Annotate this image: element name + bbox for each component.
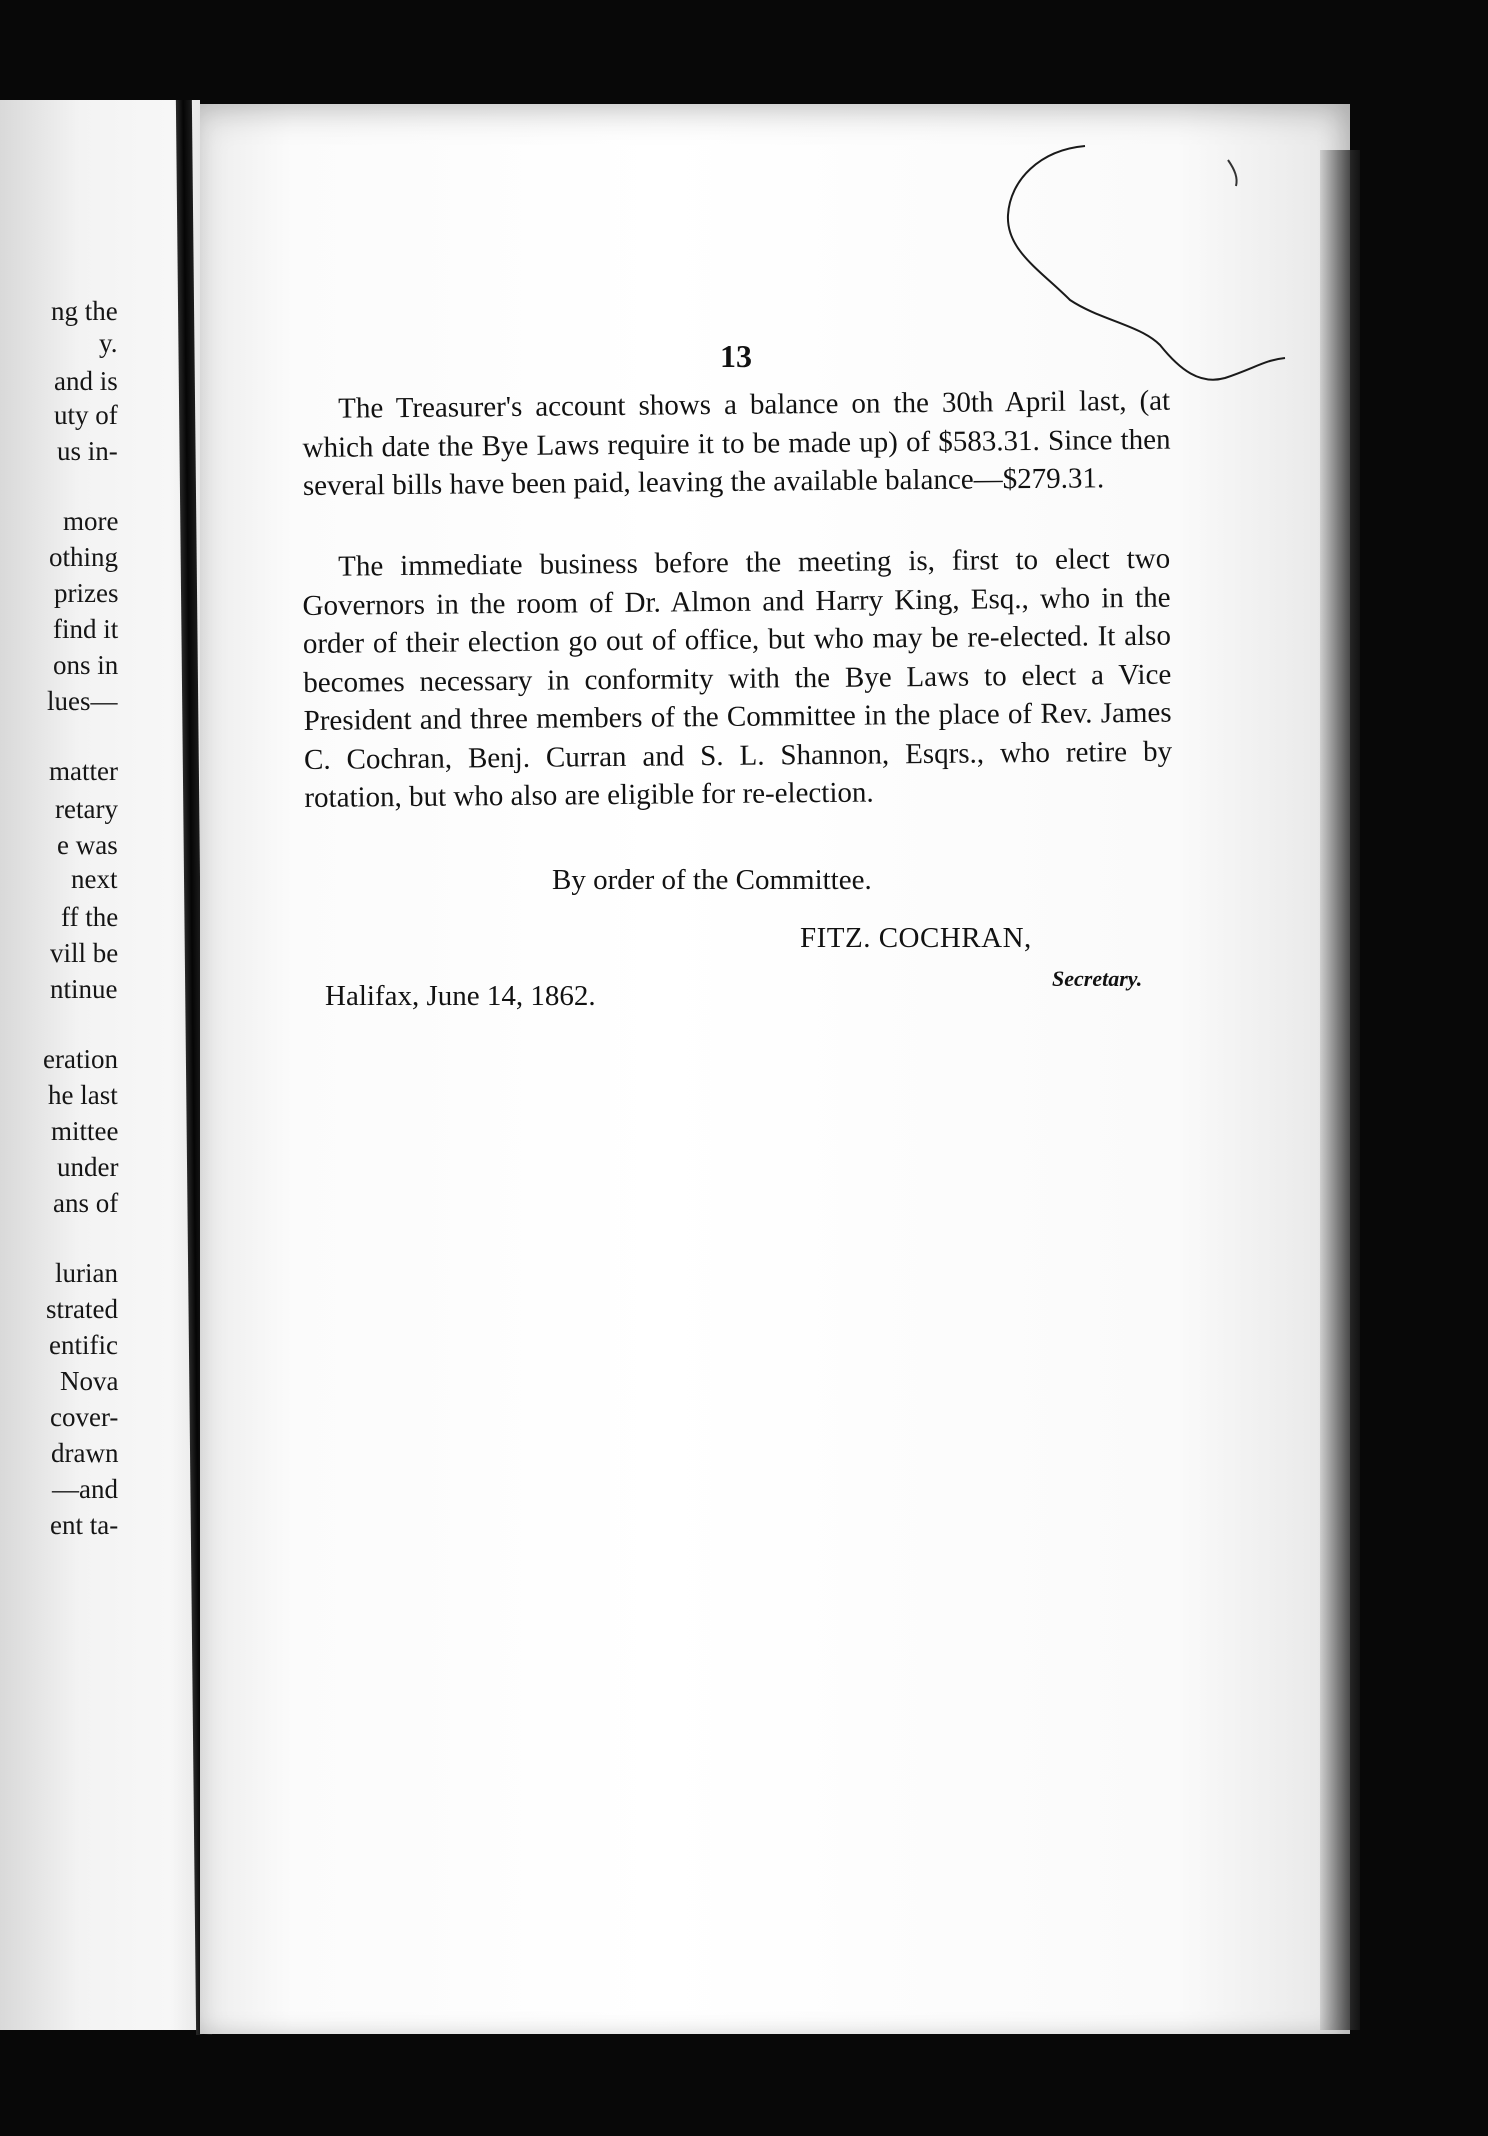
- page-right-edge-shadow: [1320, 150, 1360, 2030]
- previous-page-text-line: retary: [55, 794, 118, 824]
- previous-page-text-line: matter: [49, 756, 118, 786]
- treasurer-paragraph: The Treasurer's account shows a balance on the 30th April last, (at which date the Bye Laws require it to be made up) of $583.31. Since then several bills have been paid, leaving the available balance—$279.31.: [302, 384, 1171, 502]
- business-paragraph: The immediate business before the meeting is, first to elect two Governors in the room of Dr. Almon and Harry King, Esq., who in the order of their election go out of office, but who may be re-elected. It also becomes necessary in conformity with the Bye Laws to elect a Vice President and three members of the Committee in the place of Rev. James C. Cochran, Benj. Curran and S. L. Shannon, Esqrs., who retire by rotation, but who also are eligible for re-election.: [302, 542, 1173, 814]
- previous-page-text-line: strated: [46, 1294, 118, 1324]
- previous-page-text-line: entific: [49, 1330, 118, 1360]
- previous-page-text-line: e was: [57, 830, 118, 860]
- previous-page-text-line: eration: [43, 1044, 118, 1074]
- previous-page-text-line: and is: [54, 366, 118, 396]
- previous-page-text-line: —and: [52, 1474, 118, 1504]
- previous-page-text-line: next: [71, 864, 118, 894]
- previous-page-text-line: drawn: [51, 1438, 119, 1468]
- previous-page-text-line: ent ta-: [50, 1510, 119, 1540]
- previous-page-text-line: lurian: [55, 1258, 118, 1288]
- previous-page-text-line: mittee: [51, 1116, 119, 1146]
- by-order-line: By order of the Committee.: [552, 864, 872, 896]
- previous-page-text-line: cover-: [50, 1402, 119, 1432]
- previous-page-text-line: uty of: [54, 400, 118, 430]
- previous-page-text-line: ng the: [51, 296, 118, 326]
- signature-name: FITZ. COCHRAN,: [800, 922, 1032, 954]
- previous-page-text-line: vill be: [50, 938, 119, 968]
- previous-page-text-line: ans of: [53, 1188, 119, 1218]
- previous-page-text-line: lues—: [47, 686, 118, 716]
- previous-page-text-line: prizes: [54, 578, 119, 608]
- previous-page-fragment: ng the y. and is uty of us in- more othing prizes find it ons in lues— matter retary e was next ff the vill be ntinue eration he last mittee under ans of lurian strated entific Nova cover- drawn —and ent ta-: [0, 100, 200, 2030]
- previous-page-text-line: he last: [48, 1080, 118, 1110]
- signature-title: Secretary.: [1052, 966, 1143, 991]
- previous-page-text-line: ff the: [61, 902, 119, 932]
- place-date: Halifax, June 14, 1862.: [325, 980, 596, 1012]
- previous-page-text-line: Nova: [60, 1366, 119, 1396]
- previous-page-text-line: othing: [49, 542, 119, 572]
- previous-page-text-line: ons in: [53, 650, 119, 680]
- previous-page-text-line: find it: [53, 614, 119, 644]
- previous-page-text-line: under: [57, 1152, 119, 1182]
- previous-page-text-line: ntinue: [50, 974, 118, 1004]
- previous-page-text-line: us in-: [57, 436, 118, 466]
- page-number: 13: [720, 338, 752, 374]
- previous-page-text-line: more: [63, 506, 119, 536]
